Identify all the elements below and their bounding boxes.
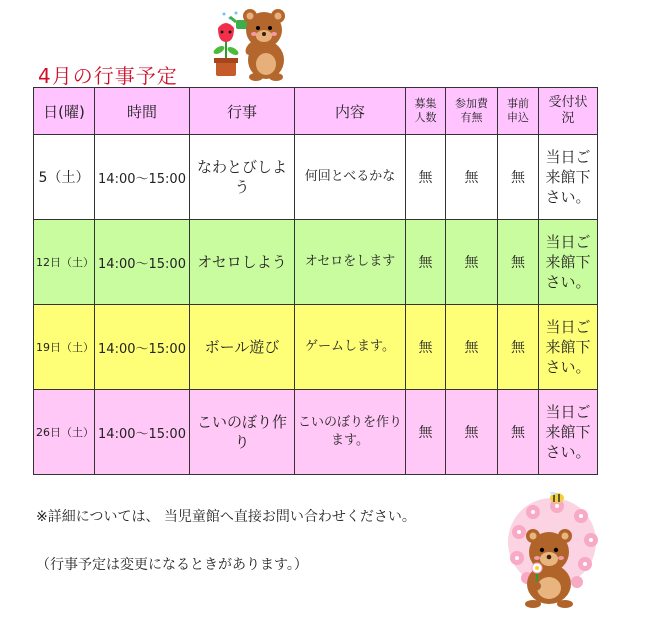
schedule-table: [33, 87, 598, 475]
bear-watering-tulip-icon: [200, 4, 290, 82]
row-status: 当日ご来館下さい。: [539, 390, 598, 475]
row-date: 26日（土）: [34, 390, 95, 475]
row-content: 何回とべるかな: [295, 135, 406, 220]
contact-note: ※詳細については、 当児童館へ直接お問い合わせください。: [36, 509, 416, 525]
row-content: こいのぼりを作ります。: [295, 390, 406, 475]
row-recruit: 無: [406, 305, 446, 390]
header-fee: 参加費 有無: [446, 88, 498, 135]
row-fee: 無: [446, 220, 498, 305]
row-date: 12日（土）: [34, 220, 95, 305]
header-status: 受付状 況: [539, 88, 598, 135]
row-time: 14:00～15:00: [95, 135, 190, 220]
row-event: オセロしよう: [190, 220, 295, 305]
row-apply: 無: [498, 305, 539, 390]
header-apply: 事前 申込: [498, 88, 539, 135]
row-status: 当日ご来館下さい。: [539, 220, 598, 305]
header-content: 内容: [295, 88, 406, 135]
row-content: オセロをします: [295, 220, 406, 305]
row-content: ゲームします。: [295, 305, 406, 390]
row-event: こいのぼり作り: [190, 390, 295, 475]
header-event: 行事: [190, 88, 295, 135]
row-recruit: 無: [406, 390, 446, 475]
row-fee: 無: [446, 390, 498, 475]
table-row: [34, 220, 598, 305]
header-recruit: 募集 人数: [406, 88, 446, 135]
row-status: 当日ご来館下さい。: [539, 305, 598, 390]
row-recruit: 無: [406, 135, 446, 220]
change-note: （行事予定は変更になるときがあります。）: [36, 557, 308, 573]
row-date: 19日（土）: [34, 305, 95, 390]
table-row: [34, 390, 598, 475]
table-header-row: [34, 88, 598, 135]
row-apply: 無: [498, 390, 539, 475]
header-date: 日(曜): [34, 88, 95, 135]
header-time: 時間: [95, 88, 190, 135]
table-row: [34, 305, 598, 390]
row-fee: 無: [446, 305, 498, 390]
row-event: ボール遊び: [190, 305, 295, 390]
row-status: 当日ご来館下さい。: [539, 135, 598, 220]
row-fee: 無: [446, 135, 498, 220]
row-time: 14:00～15:00: [95, 305, 190, 390]
row-time: 14:00～15:00: [95, 390, 190, 475]
bear-with-flowers-icon: [497, 492, 607, 610]
row-recruit: 無: [406, 220, 446, 305]
row-event: なわとびしよう: [190, 135, 295, 220]
table-row: [34, 135, 598, 220]
row-date: 5（土）: [34, 135, 95, 220]
row-time: 14:00～15:00: [95, 220, 190, 305]
row-apply: 無: [498, 220, 539, 305]
page-title: 4月の行事予定: [38, 64, 178, 88]
row-apply: 無: [498, 135, 539, 220]
